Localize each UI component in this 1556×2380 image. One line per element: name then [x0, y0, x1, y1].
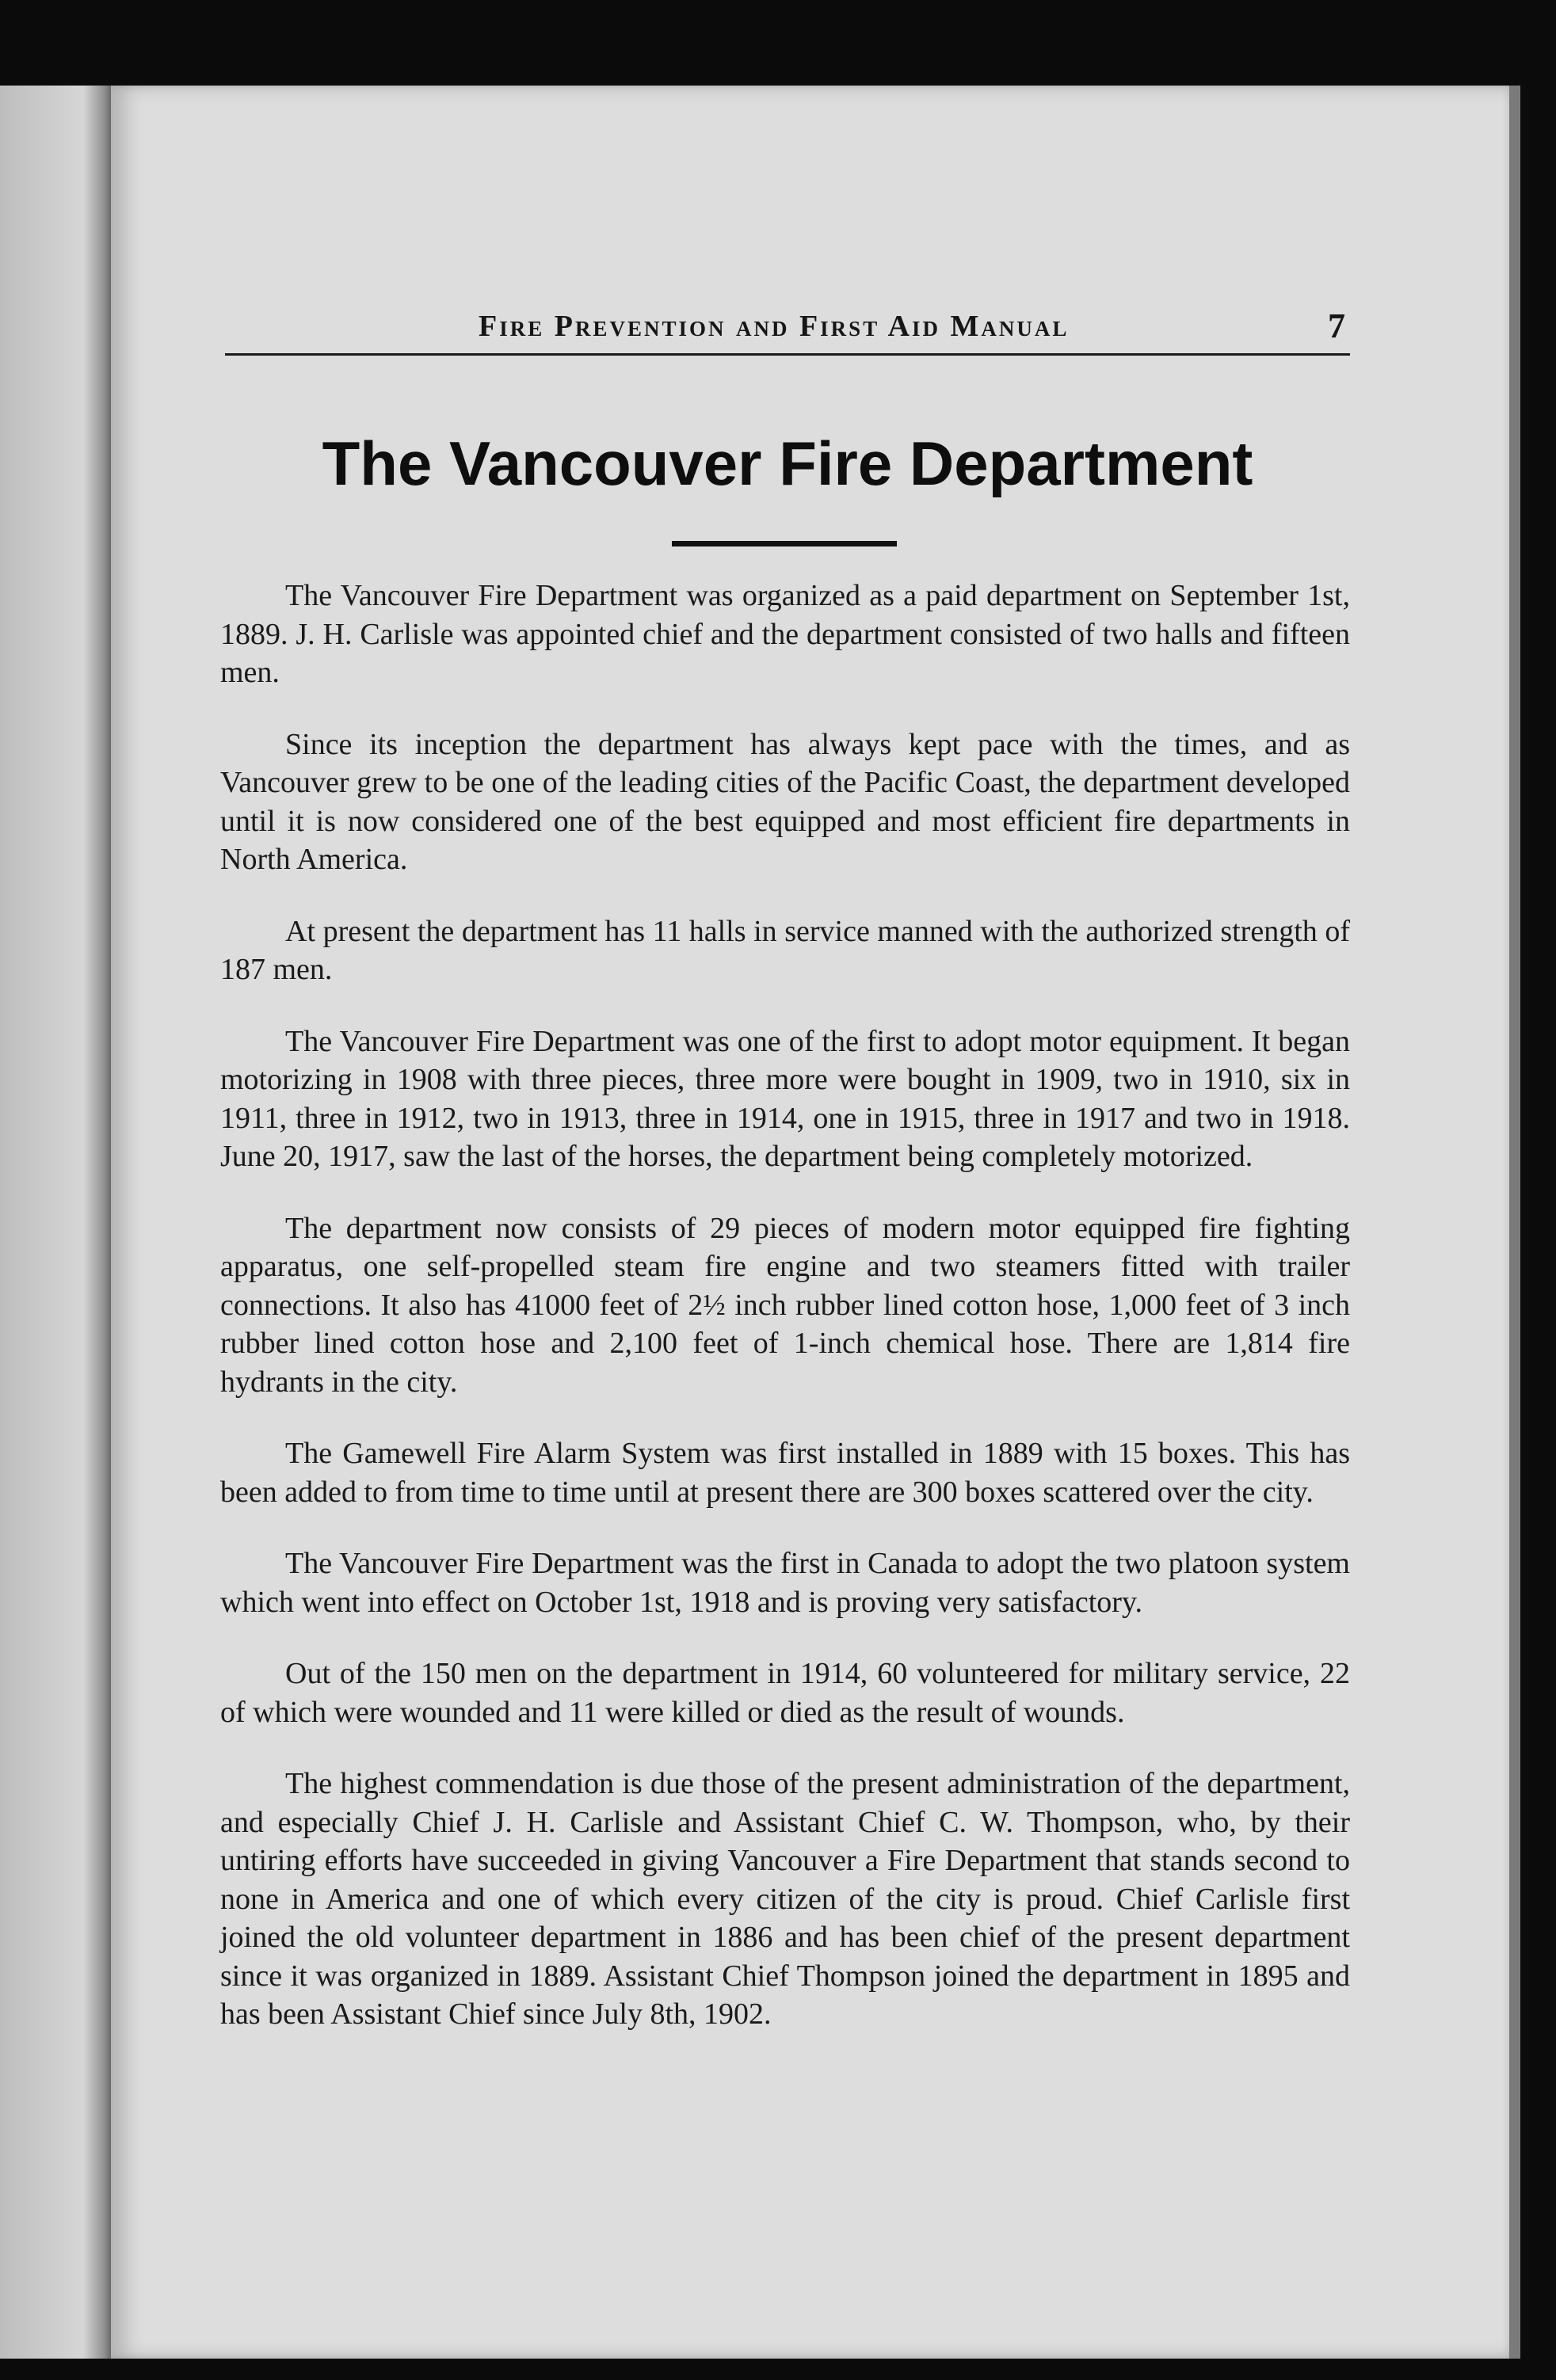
page-number: 7: [1328, 307, 1345, 345]
title-rule: [672, 541, 897, 546]
paragraph: The Gamewell Fire Alarm System was first installed in 1889 with 15 boxes. This has been added to from time to time until at present there are 300 boxes scattered over the city.: [220, 1437, 1350, 1509]
paragraph: The highest commendation is due those of the present administration of the department, and especially Chief J. H. Carlisle and Assistant Chief C. W. Thompson, who, by their untiring efforts have succeeded in giving Vancouver a Fire Department that stands second to none in America and one of which every citizen of the city is proud. Chief Carlisle first joined the old volunteer department in 1886 and has been chief of the present department since it was organized in 1889. Assistant Chief Thompson joined the department in 1895 and has been Assistant Chief since July 8th, 1902.: [220, 1767, 1350, 2031]
paragraph: The Vancouver Fire Department was organized as a paid department on September 1st, 1889. J. H. Carlisle was appointed chief and the department consisted of two halls and fifteen men.: [220, 579, 1350, 689]
paragraph: Since its inception the department has always kept pace with the times, and as Vancouver grew to be one of the leading cities of the Pacific Coast, the department developed until it is now considered one of the best equipped and most efficient fire departments in North America.: [220, 727, 1350, 876]
paragraph: At present the department has 11 halls in service manned with the authorized strength of 187 men.: [220, 914, 1350, 986]
facing-page-edge: [0, 86, 119, 2359]
running-title: Fire Prevention and First Aid Manual: [479, 310, 1070, 343]
running-head: [225, 301, 1350, 356]
paragraph: Out of the 150 men on the department in 1914, 60 volunteered for military service, 22 of which were wounded and 11 were killed or died as the result of wounds.: [220, 1657, 1350, 1729]
paragraph: The Vancouver Fire Department was the first in Canada to adopt the two platoon system which went into effect on October 1st, 1918 and is proving very satisfactory.: [220, 1547, 1350, 1619]
article-body: [220, 577, 1350, 2067]
paragraph: The Vancouver Fire Department was one of the first to adopt motor equipment. It began motorizing in 1908 with three pieces, three more were bought in 1909, two in 1910, six in 1911, three in 1912, two in 1913, three in 1914, one in 1915, three in 1917 and two in 1918. June 20, 1917, saw the last of the horses, the department being completely motorized.: [220, 1024, 1350, 1173]
paragraph: The department now consists of 29 pieces of modern motor equipped fire fighting apparatus, one self-propelled steam fire engine and two steamers fitted with trailer connections. It also has 41000 feet of 2½ inch rubber lined cotton hose, 1,000 feet of 3 inch rubber lined cotton hose and 2,100 feet of 1-inch chemical hose. There are 1,814 fire hydrants in the city.: [220, 1211, 1350, 1399]
page-fore-edge: [1509, 86, 1520, 2359]
page-title: The Vancouver Fire Department: [322, 428, 1253, 498]
